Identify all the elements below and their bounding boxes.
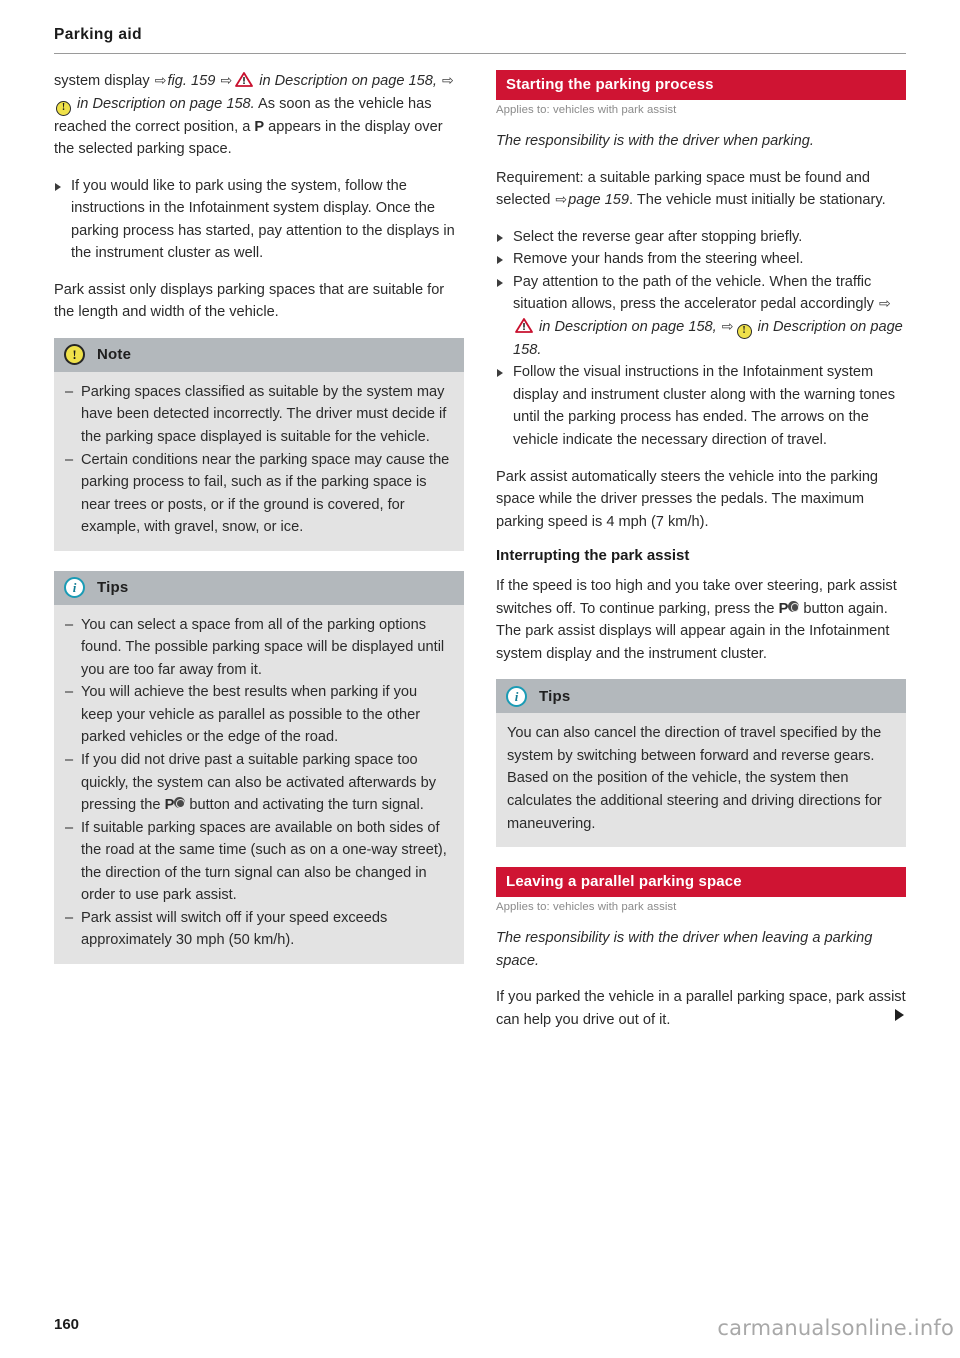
p-symbol: P <box>254 118 265 135</box>
tips-box-header <box>54 571 464 605</box>
requirement-after: . The vehicle must initially be stationary. <box>629 192 886 209</box>
section-header-starting-parking: Starting the parking process <box>496 70 906 100</box>
requirement-paragraph <box>496 167 906 212</box>
list-item-with-refs <box>496 271 906 362</box>
intro-paragraph <box>54 70 464 161</box>
intro-warn-suffix: in Description on page 158, <box>255 73 441 89</box>
intro-continuation: As soon as the vehicle has reached the correct position, a <box>54 95 432 135</box>
tips-box-title: Tips <box>539 687 571 705</box>
tips-list <box>65 614 450 952</box>
tips-box-right <box>496 679 906 847</box>
watermark: carmanualsonline.info <box>717 1316 954 1340</box>
park-assist-button-symbol: P <box>779 601 800 617</box>
intro-note-suffix: in Description on page 158. <box>73 95 255 112</box>
ref-arrow-icon: ⇨ <box>721 317 734 334</box>
tips-box-header <box>496 679 906 713</box>
continuation-arrow-icon <box>895 1009 904 1021</box>
ref-arrow-icon: ⇨ <box>441 72 454 88</box>
tips-box-body <box>54 605 464 964</box>
content-columns <box>54 70 906 1031</box>
list-item: Select the reverse gear after stopping briefly. <box>496 226 906 249</box>
requirement-before: Requirement: a suitable parking space must be found and selected <box>496 169 870 209</box>
list-item: – You will achieve the best results when parking if you keep your vehicle as parallel as possible to the other parked vehicles or the edge of the road. <box>65 681 450 749</box>
list-item: – If suitable parking spaces are available on both sides of the road at the same time (such as on a one-way street), the direction of the turn signal can also be changed in order to use park assist. <box>65 817 450 907</box>
ref-arrow-icon: ⇨ <box>154 72 167 88</box>
leaving-paragraph: If you parked the vehicle in a parallel parking space, park assist can help you drive out of it. <box>496 989 906 1028</box>
park-assist-button-symbol: P <box>165 797 186 813</box>
note-icon: ! <box>737 324 752 339</box>
figure-reference: fig. 159 <box>167 73 216 89</box>
tips-box <box>54 571 464 964</box>
applies-to-note: Applies to: vehicles with park assist <box>496 901 677 914</box>
item-text-after: button and activating the turn signal. <box>185 797 424 814</box>
note-box <box>54 338 464 551</box>
warning-triangle-icon <box>235 72 253 87</box>
right-bullet-list <box>496 226 906 452</box>
tips-box-body <box>496 713 906 847</box>
interrupt-before: If the speed is too high and you take over steering, park assist switches off. To continue parking, press the <box>496 578 897 617</box>
ref-arrow-icon: ⇨ <box>555 191 568 208</box>
list-item: If you would like to park using the system, follow the instructions in the Infotainment system display. Once the parking process has started, pay attention to the displays in the instrument cluster as well. <box>54 175 464 265</box>
bullet-text-after: in Description on page 158. <box>513 318 903 358</box>
header-divider <box>54 53 906 54</box>
applies-to-note: Applies to: vehicles with park assist <box>496 104 677 116</box>
note-icon: ! <box>56 101 71 116</box>
bullet-text-middle: in Description on page 158, <box>535 318 721 335</box>
steering-wheel-icon <box>788 601 799 612</box>
park-assist-paragraph: Park assist only displays parking spaces that are suitable for the length and width of the vehicle. <box>54 281 445 321</box>
intro-continuation-2: appears in the display over the selected parking space. <box>54 118 443 158</box>
interrupt-after: button again. The park assist displays will appear again in the Infotainment system display and the instrument cluster. <box>496 600 890 662</box>
note-box-header <box>54 338 464 372</box>
page-title: Parking aid <box>54 26 142 43</box>
left-bullet-list <box>54 175 464 265</box>
list-item: Remove your hands from the steering wheel. <box>496 248 906 271</box>
list-item-with-button <box>65 749 450 817</box>
info-icon: i <box>506 686 527 707</box>
page-reference: page 159 <box>568 192 630 209</box>
warning-triangle-icon <box>515 318 533 333</box>
bullet-text-before: Pay attention to the path of the vehicle. When the traffic situation allows, press the accelerator pedal accordingly <box>513 273 879 313</box>
page-header <box>54 26 906 54</box>
steering-wheel-icon <box>174 797 185 808</box>
tips-box-title: Tips <box>97 579 129 597</box>
note-box-body <box>54 372 464 551</box>
page-number: 160 <box>54 1316 80 1333</box>
responsibility-statement: The responsibility is with the driver when parking. <box>496 133 814 149</box>
note-box-title: Note <box>97 346 132 364</box>
park-assist-steering-paragraph: Park assist automatically steers the vehicle into the parking space while the driver presses the pedals. The maximum parking speed is 4 mph (7 km/h). <box>496 468 879 530</box>
interrupting-paragraph <box>496 575 906 665</box>
sub-heading-interrupting: Interrupting the park assist <box>496 547 690 565</box>
tips-text: You can also cancel the direction of travel specified by the system by switching between forward and reverse gears. Based on the position of the vehicle, the system then calculates the additional steering and driving directions for maneuvering. <box>507 725 882 832</box>
info-icon: i <box>64 577 85 598</box>
ref-arrow-icon: ⇨ <box>220 72 233 88</box>
note-list <box>65 381 450 539</box>
right-column <box>496 70 906 1031</box>
left-column <box>54 70 464 1031</box>
note-icon: ! <box>64 344 85 365</box>
list-item: – Certain conditions near the parking space may cause the parking process to fail, such as if the parking space is near trees or posts, or if the ground is covered, for example, with gravel, snow, or ice. <box>65 449 450 539</box>
responsibility-statement-leaving: The responsibility is with the driver when leaving a parking space. <box>496 930 873 969</box>
intro-segment-1: system display <box>54 73 154 89</box>
list-item: Follow the visual instructions in the Infotainment system display and instrument cluster along with the warning tones until the parking process has ended. The arrows on the vehicle indicate the necessary direction of travel. <box>496 361 906 451</box>
list-item: – Parking spaces classified as suitable by the system may have been detected incorrectly. The driver must decide if the parking space displayed is suitable for the vehicle. <box>65 381 450 449</box>
item-text-before: If you did not drive past a suitable parking space too quickly, the system can also be activated afterwards by pressing the <box>81 752 437 814</box>
list-item: – You can select a space from all of the parking options found. The possible parking space will be displayed until you are too far away from it. <box>65 614 450 682</box>
ref-arrow-icon: ⇨ <box>879 295 891 312</box>
section-header-leaving-parking: Leaving a parallel parking space <box>496 867 906 897</box>
list-item: – Park assist will switch off if your speed exceeds approximately 30 mph (50 km/h). <box>65 907 450 952</box>
